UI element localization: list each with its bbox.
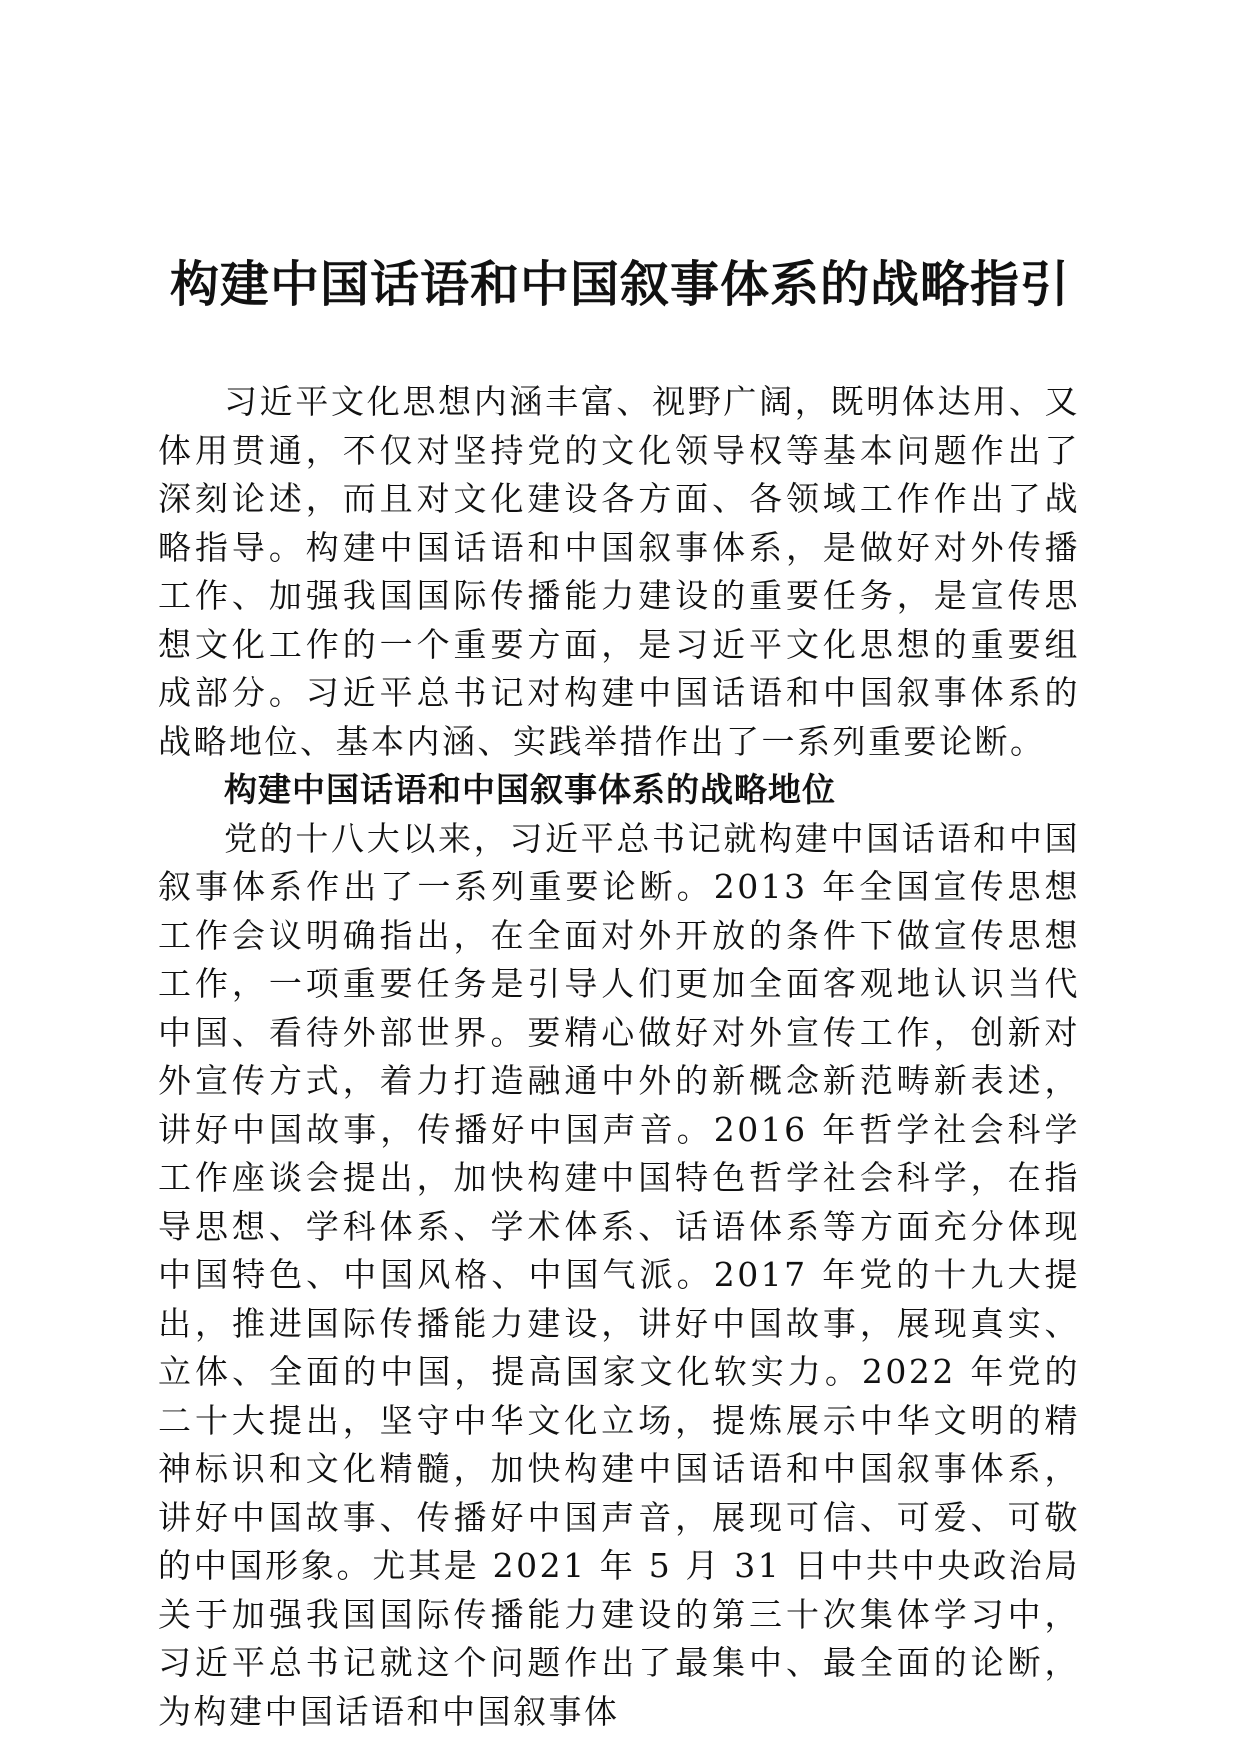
section-paragraph: 党的十八大以来，习近平总书记就构建中国话语和中国叙事体系作出了一系列重要论断。2013 年全国宣传思想工作会议明确指出，在全面对外开放的条件下做宣传思想工作，一项重要任务是引导人们更加全面客观地认识当代中国、看待外部世界。要精心做好对外宣传工作，创新对外宣传方式，着力打造融通中外的新概念新范畴新表述，讲好中国故事，传播好中国声音。2016 年哲学社会科学工作座谈会提出，加快构建中国特色哲学社会科学，在指导思想、学科体系、学术体系、话语体系等方面充分体现中国特色、中国风格、中国气派。2017 年党的十九大提出，推进国际传播能力建设，讲好中国故事，展现真实、立体、全面的中国，提高国家文化软实力。2022 年党的二十大提出，坚守中华文化立场，提炼展示中华文明的精神标识和文化精髓，加快构建中国话语和中国叙事体系，讲好中国故事、传播好中国声音，展现可信、可爱、可敬的中国形象。尤其是 2021 年 5 月 31 日中共中央政治局关于加强我国国际传播能力建设的第三十次集体学习中，习近平总书记就这个问题作出了最集中、最全面的论断，为构建中国话语和中国叙事体: [158, 818, 1080, 1731]
document-title: 构建中国话语和中国叙事体系的战略指引: [169, 255, 1070, 313]
document-body: [158, 378, 1080, 1736]
section-heading: 构建中国话语和中国叙事体系的战略地位: [224, 770, 836, 809]
intro-paragraph: 习近平文化思想内涵丰富、视野广阔，既明体达用、又体用贯通，不仅对坚持党的文化领导权等基本问题作出了深刻论述，而且对文化建设各方面、各领域工作作出了战略指导。构建中国话语和中国叙事体系，是做好对外传播工作、加强我国国际传播能力建设的重要任务，是宣传思想文化工作的一个重要方面，是习近平文化思想的重要组成部分。习近平总书记对构建中国话语和中国叙事体系的战略地位、基本内涵、实践举措作出了一系列重要论断。: [158, 382, 1080, 761]
